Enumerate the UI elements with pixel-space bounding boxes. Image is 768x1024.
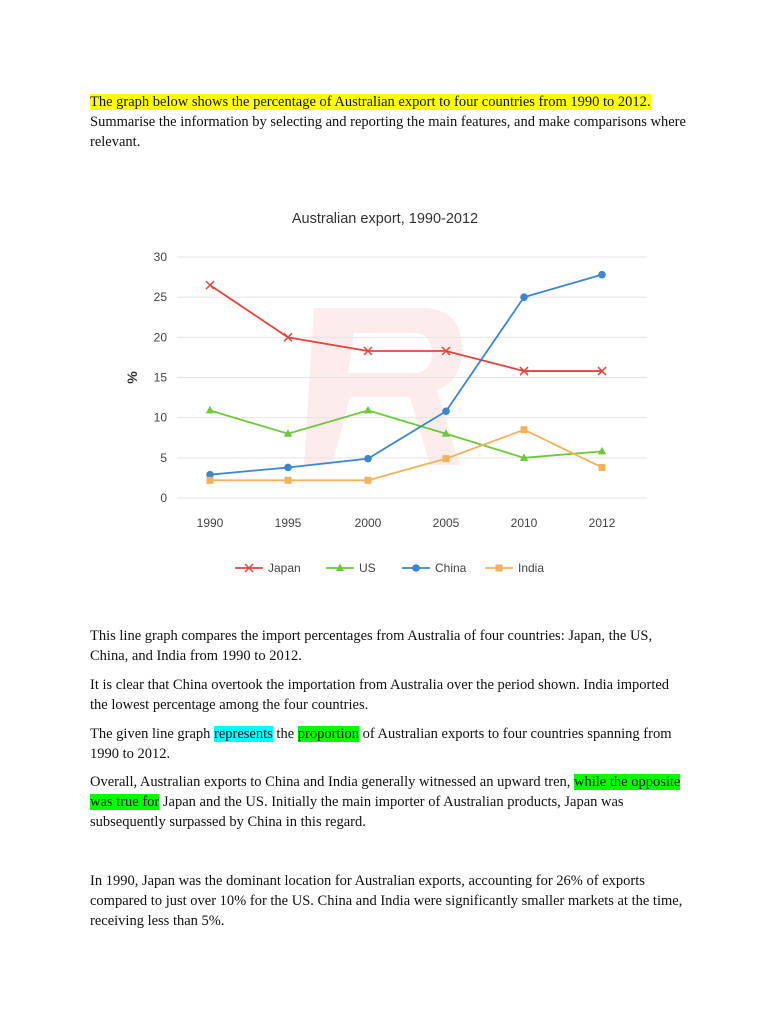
chart-svg [92,175,672,600]
y-axis-label: % [124,371,140,384]
x-tick-label: 2005 [432,516,460,530]
y-tick-label: 25 [153,290,167,305]
paragraph-3 [90,724,690,764]
paragraph-5-text: In 1990, Japan was the dominant location for Australian exports, accounting for 26% of exports compared to just over 10% for the US. China and India were significantly smaller markets at the time, receiving less than 5%. [90,873,683,929]
paragraph-5 [90,871,690,931]
paragraph-1 [90,626,690,666]
highlight-opposite: while the opposite was true for [90,774,681,810]
legend-label-japan: Japan [268,561,301,575]
paragraph-2-text: It is clear that China overtook the importation from Australia over the period shown. India imported the lowest percentage among the four countries. [90,677,670,713]
series-line-india [210,430,602,481]
legend-marker-china [412,564,420,572]
highlight-proportion: proportion [297,726,359,742]
watermark-logo [304,308,462,465]
legend-label-china: China [435,561,467,575]
x-tick-labels [197,516,616,530]
data-point-india [207,477,214,484]
y-tick-label: 30 [153,250,167,264]
data-point-us [364,406,372,414]
paragraph-4-text-a: Overall, Australian exports to China and India generally witnessed an upward tren, [90,774,575,790]
line-chart [92,175,672,600]
data-point-india [365,477,372,484]
data-point-us [598,447,606,455]
highlight-represents: represents [214,726,273,742]
x-tick-label: 2012 [588,516,616,530]
x-tick-label: 2000 [354,516,382,530]
x-tick-label: 2010 [510,516,538,530]
prompt-highlight: The graph below shows the percentage of Australian export to four countries from 1990 to 2012. [90,94,651,110]
x-tick-label: 1990 [196,516,224,530]
data-point-china [442,407,450,415]
data-point-india [599,464,606,471]
data-point-china [598,271,606,279]
paragraph-3-text-c: of Australian exports to four countries spanning from 1990 to 2012. [90,726,672,762]
data-point-india [285,477,292,484]
legend [235,561,544,575]
chart-title: Australian export, 1990-2012 [291,211,479,227]
task-prompt [90,92,690,152]
prompt-instructions: Summarise the information by selecting and reporting the main features, and make comparisons where relevant. [90,114,686,150]
data-point-us [206,406,214,414]
legend-label-us: US [359,561,376,575]
paragraph-3-text-a: The given line graph [90,726,215,742]
data-point-china [284,464,292,472]
y-tick-label: 10 [153,410,167,425]
y-tick-label: 15 [153,370,167,385]
y-tick-labels [154,250,168,505]
paragraph-4-text-b: Japan and the US. Initially the main importer of Australian products, Japan was subsequently surpassed by China in this regard. [90,794,624,830]
paragraph-3-text-b: the [272,726,298,742]
data-point-china [520,293,528,301]
x-tick-label: 1995 [274,516,302,530]
y-tick-label: 20 [153,330,167,345]
y-tick-label: 0 [160,491,167,505]
data-point-india [521,426,528,433]
gridlines [177,257,647,498]
data-point-japan [206,281,214,289]
paragraph-2 [90,675,690,715]
data-point-china [364,455,372,463]
paragraph-1-text: This line graph compares the import percentages from Australia of four countries: Japan, the US, China, and India from 1990 to 2012. [90,628,653,664]
paragraph-4 [90,772,690,832]
data-point-india [443,455,450,462]
legend-marker-india [496,565,503,572]
y-tick-label: 5 [160,450,167,465]
legend-label-india: India [518,561,545,575]
